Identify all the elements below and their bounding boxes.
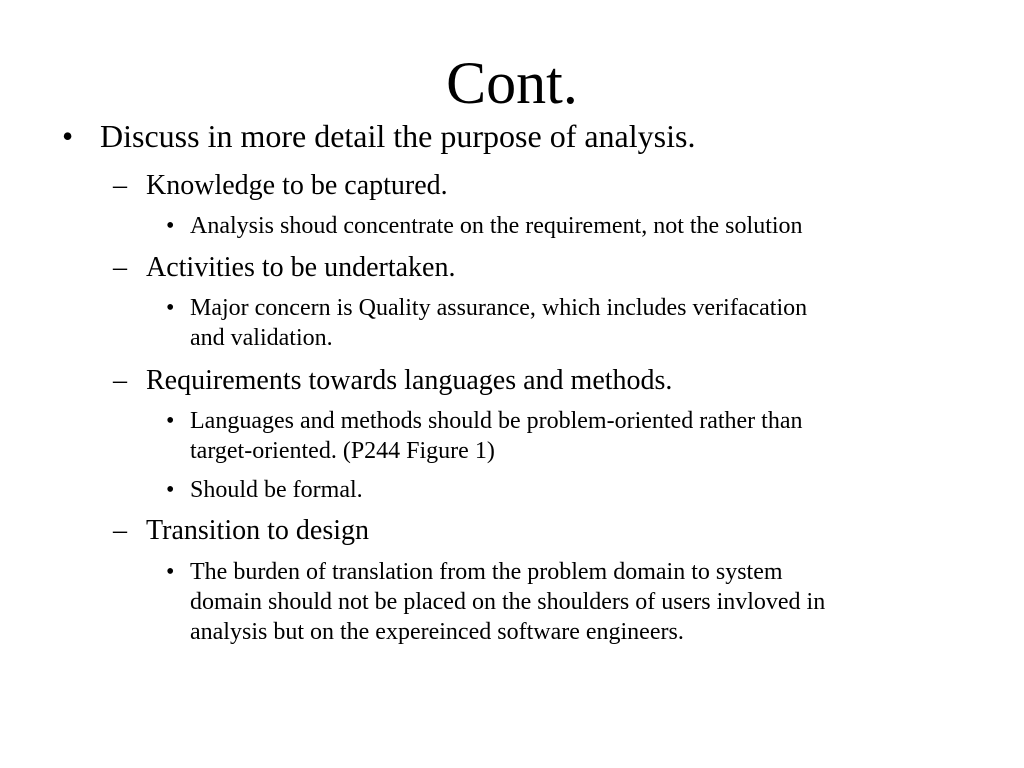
dash-marker: – (113, 365, 127, 396)
bullet-marker: • (166, 295, 175, 321)
sub-item-text: Requirements towards languages and methods. (146, 365, 673, 396)
text-line: target-oriented. (P244 Figure 1) (190, 438, 495, 464)
dash-marker: – (113, 252, 127, 283)
text-line: Major concern is Quality assurance, which includes verifacation (190, 295, 808, 321)
sub-item-text: Activities to be undertaken. (146, 252, 456, 283)
sub-sub-item-text: Should be formal. (190, 477, 363, 503)
sub-sub-item-text (190, 293, 807, 353)
text-line: analysis but on the expereinced software engineers. (190, 619, 684, 645)
text-line: domain should not be placed on the shoulders of users invloved in (190, 589, 826, 615)
bullet-marker: • (62, 118, 74, 154)
sub-item-text: Knowledge to be captured. (146, 170, 448, 201)
sub-sub-item-text (190, 406, 802, 466)
bullet-marker: • (166, 408, 175, 434)
text-line: The burden of translation from the problem domain to system (190, 559, 783, 585)
sub-item-text: Transition to design (146, 515, 369, 546)
bullet-marker: • (166, 213, 175, 239)
bullet-marker: • (166, 477, 175, 503)
bullet-marker: • (166, 559, 175, 585)
dash-marker: – (113, 515, 127, 546)
dash-marker: – (113, 170, 127, 201)
sub-sub-item-text: Analysis shoud concentrate on the requirement, not the solution (190, 213, 803, 239)
sub-sub-item-text (190, 557, 825, 647)
text-line: and validation. (190, 325, 333, 351)
bullet-text: Discuss in more detail the purpose of analysis. (100, 118, 696, 154)
slide-title: Cont. (446, 50, 578, 116)
text-line: Languages and methods should be problem-oriented rather than (190, 408, 803, 434)
